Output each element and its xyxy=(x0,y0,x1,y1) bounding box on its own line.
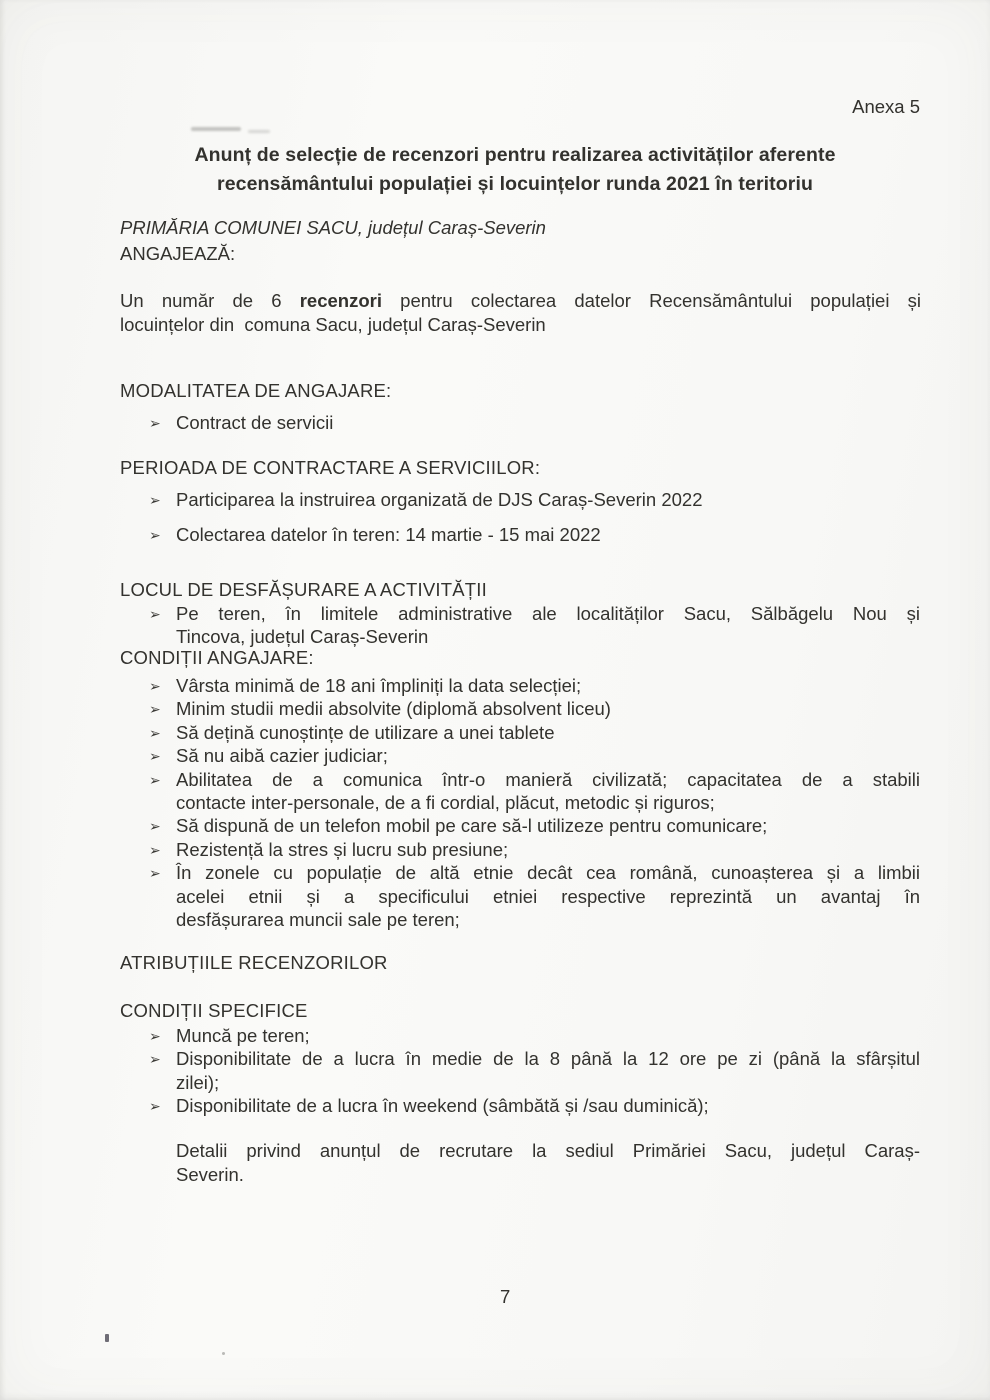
bullet-arrow-icon: ➢ xyxy=(149,679,161,695)
heading-modalitatea-de-angajare: MODALITATEA DE ANGAJARE: xyxy=(120,380,392,401)
list-item-line: Contract de servicii xyxy=(176,412,334,433)
list-item xyxy=(149,697,920,720)
list-item-line: acelei etnii și a specificului etniei respective reprezintă un avantaj în xyxy=(176,885,920,907)
heading-locul-de-desfasurare: LOCUL DE DESFĂȘURARE A ACTIVITĂȚII xyxy=(120,579,487,600)
bullet-arrow-icon: ➢ xyxy=(149,1029,161,1045)
scan-smudge xyxy=(191,127,241,131)
list-item-line: Disponibilitate de a lucra în weekend (sâmbătă și /sau duminică); xyxy=(176,1095,709,1117)
closing-line-1: Detalii privind anunțul de recrutare la sediul Primăriei Sacu, județul Caraș- xyxy=(176,1140,920,1161)
list-item xyxy=(149,861,920,931)
employer-line: PRIMĂRIA COMUNEI SACU, județul Caraș-Severin xyxy=(120,217,546,238)
bullet-arrow-icon: ➢ xyxy=(149,416,161,432)
intro-line-2: locuințelor din comuna Sacu, județul Caraș-Severin xyxy=(120,314,546,335)
bullet-arrow-icon: ➢ xyxy=(149,1052,161,1069)
heading-conditii-specifice: CONDIȚII SPECIFICE xyxy=(120,1000,308,1021)
employs-label: ANGAJEAZĂ: xyxy=(120,243,236,264)
list-item xyxy=(149,1094,920,1117)
bullet-arrow-icon: ➢ xyxy=(149,493,161,509)
list-item-line: contacte inter-personale, de a fi cordial, plăcut, metodic și riguros; xyxy=(176,792,715,814)
list-item xyxy=(149,1047,920,1094)
list-item xyxy=(149,721,920,744)
list-item-line: Să dispună de un telefon mobil pe care să-l utilizeze pentru comunicare; xyxy=(176,815,768,837)
list-item-line: Disponibilitate de a lucra în medie de la 8 până la 12 ore pe zi (până la sfârșitul xyxy=(176,1048,920,1070)
list-item-line: Muncă pe teren; xyxy=(176,1025,310,1046)
list-item-line: Rezistență la stres și lucru sub presiune; xyxy=(176,838,509,860)
bullet-arrow-icon: ➢ xyxy=(149,866,161,883)
title-line-2: recensământului populației și locuințelor runda 2021 în teritoriu xyxy=(217,173,813,195)
list-item-line: Vârsta minimă de 18 ani împliniți la data selecției; xyxy=(176,675,582,696)
closing-line-2: Severin. xyxy=(176,1164,244,1185)
bullet-arrow-icon: ➢ xyxy=(149,819,161,836)
list-item-line: Colectarea datelor în teren: 14 martie - 15 mai 2022 xyxy=(176,524,601,546)
list-conditii-specifice xyxy=(149,1024,920,1118)
intro-text-segment-bold: recenzori xyxy=(299,290,382,311)
list-item xyxy=(149,602,920,649)
list-item xyxy=(149,411,920,434)
list-item xyxy=(149,674,920,697)
list-item xyxy=(149,744,920,767)
list-item-line: Tincova, județul Caraș-Severin xyxy=(176,626,429,648)
list-item xyxy=(149,488,920,511)
bullet-arrow-icon: ➢ xyxy=(149,749,161,766)
list-conditii-angajare xyxy=(149,674,920,931)
list-item-line: Abilitatea de a comunica într-o manieră civilizată; capacitatea de a stabili xyxy=(176,768,920,790)
heading-perioada-de-contractare: PERIOADA DE CONTRACTARE A SERVICIILOR: xyxy=(120,457,541,478)
scan-smudge xyxy=(248,130,270,133)
annex-label: Anexa 5 xyxy=(852,96,920,117)
page-number: 7 xyxy=(500,1286,511,1307)
bullet-arrow-icon: ➢ xyxy=(149,702,161,719)
intro-paragraph xyxy=(120,289,921,337)
scan-speck xyxy=(222,1352,225,1355)
list-item xyxy=(149,768,920,815)
bullet-arrow-icon: ➢ xyxy=(149,607,161,623)
list-item xyxy=(149,838,920,861)
list-locul xyxy=(149,602,920,649)
bullet-arrow-icon: ➢ xyxy=(149,725,161,742)
bullet-arrow-icon: ➢ xyxy=(149,1099,161,1116)
list-item-line: zilei); xyxy=(176,1071,220,1093)
list-item-line: desfășurarea muncii sale pe teren; xyxy=(176,909,460,931)
list-item-line: În zonele cu populație de altă etnie decât cea română, cunoașterea și a limbii xyxy=(176,862,920,884)
list-item-line: Să nu aibă cazier judiciar; xyxy=(176,745,388,767)
bullet-arrow-icon: ➢ xyxy=(149,772,161,789)
closing-paragraph xyxy=(176,1139,920,1187)
bullet-arrow-icon: ➢ xyxy=(149,528,161,545)
title-line-1: Anunț de selecție de recenzori pentru realizarea activităților aferente xyxy=(194,144,836,166)
scan-speck xyxy=(105,1334,109,1342)
heading-atributiile-recenzorilor: ATRIBUȚIILE RECENZORILOR xyxy=(120,952,388,973)
list-perioada xyxy=(149,488,920,559)
intro-text-segment: Un număr de 6 xyxy=(120,290,300,311)
list-item xyxy=(149,1024,920,1047)
bullet-arrow-icon: ➢ xyxy=(149,842,161,859)
heading-conditii-angajare: CONDIȚII ANGAJARE: xyxy=(120,647,314,668)
list-item-line: Minim studii medii absolvite (diplomă absolvent liceu) xyxy=(176,698,611,720)
document-title xyxy=(60,141,970,199)
list-item-line: Pe teren, în limitele administrative ale localităților Sacu, Sălbăgelu Nou și xyxy=(176,603,920,624)
list-item-line: Să dețină cunoștințe de utilizare a unei tablete xyxy=(176,721,555,743)
list-item xyxy=(149,814,920,837)
intro-text-segment: pentru colectarea datelor Recensământului populației și xyxy=(381,290,921,311)
list-item xyxy=(149,523,920,546)
intro-line-1 xyxy=(120,289,921,313)
list-item-line: Participarea la instruirea organizată de DJS Caraș-Severin 2022 xyxy=(176,489,703,510)
list-modalitatea xyxy=(149,411,920,434)
